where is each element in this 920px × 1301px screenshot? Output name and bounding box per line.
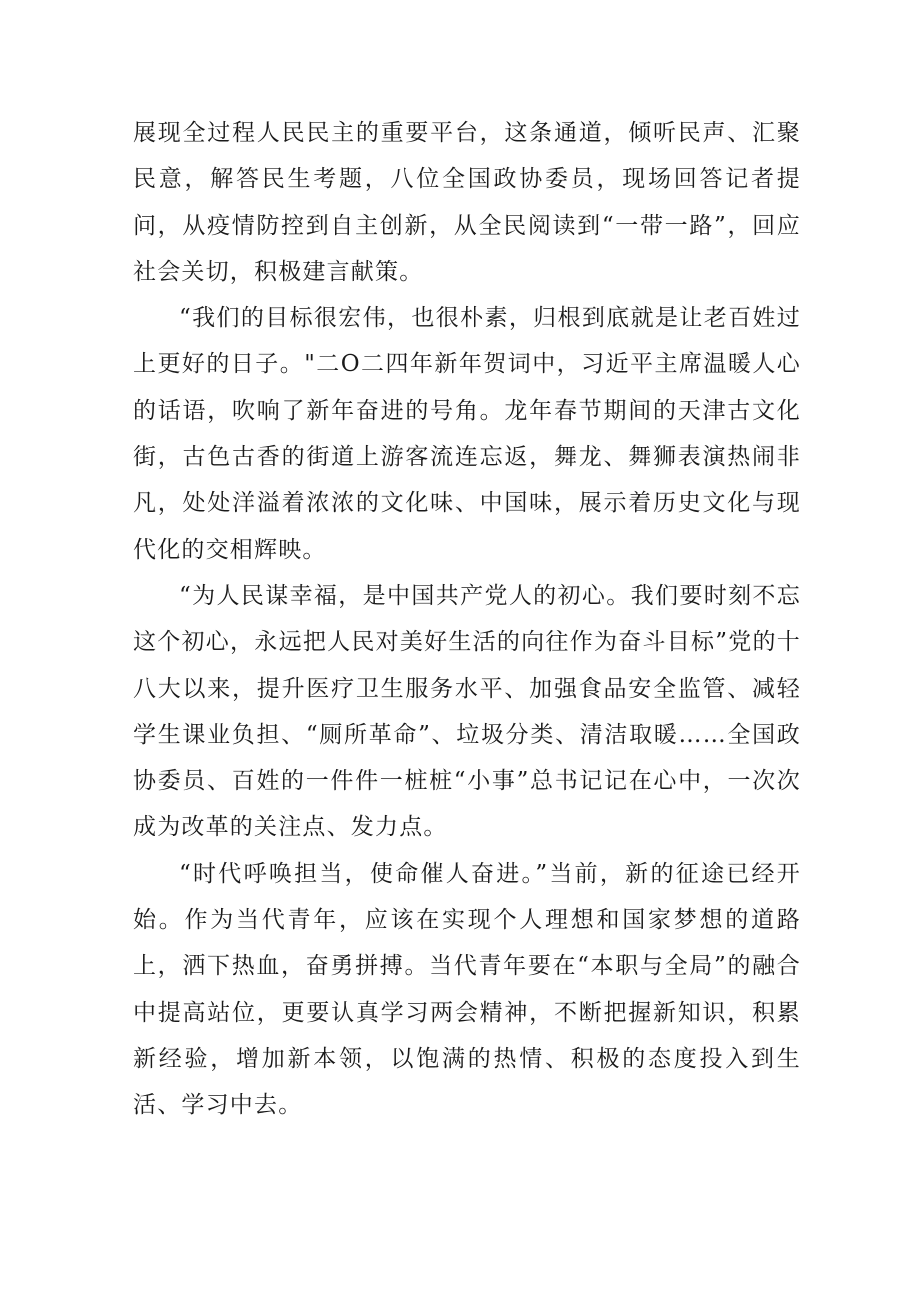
document-body — [133, 110, 801, 1129]
paragraph-1: 展现全过程人民民主的重要平台，这条通道，倾听民声、汇聚民意，解答民生考题，八位全国政协委员，现场回答记者提问，从疫情防控到自主创新，从全民阅读到“一带一路”，回应社会关切，积极建言献策。 — [133, 120, 801, 285]
paragraph-2: “我们的目标很宏伟，也很朴素，归根到底就是让老百姓过上更好的日子。"二O二四年新年贺词中，习近平主席温暖人心的话语，吹响了新年奋进的号角。龙年春节期间的天津古文化街，古色古香的街道上游客流连忘返，舞龙、舞狮表演热闹非凡，处处洋溢着浓浓的文化味、中国味，展示着历史文化与现代化的交相辉映。 — [133, 305, 801, 563]
paragraph-3: “为人民谋幸福，是中国共产党人的初心。我们要时刻不忘这个初心，永远把人民对美好生活的向往作为奋斗目标”党的十八大以来，提升医疗卫生服务水平、加强食品安全监管、减轻学生课业负担、“厕所革命”、垃圾分类、清洁取暖……全国政协委员、百姓的一件件一桩桩“小事”总书记记在心中，一次次成为改革的关注点、发力点。 — [133, 582, 801, 841]
paragraph-4: “时代呼唤担当，使命催人奋进。”当前，新的征途已经开始。作为当代青年，应该在实现个人理想和国家梦想的道路上，洒下热血，奋勇拼搏。当代青年要在“本职与全局”的融合中提高站位，更要认真学习两会精神，不断把握新知识，积累新经验，增加新本领，以饱满的热情、积极的态度投入到生活、学习中去。 — [133, 860, 801, 1119]
